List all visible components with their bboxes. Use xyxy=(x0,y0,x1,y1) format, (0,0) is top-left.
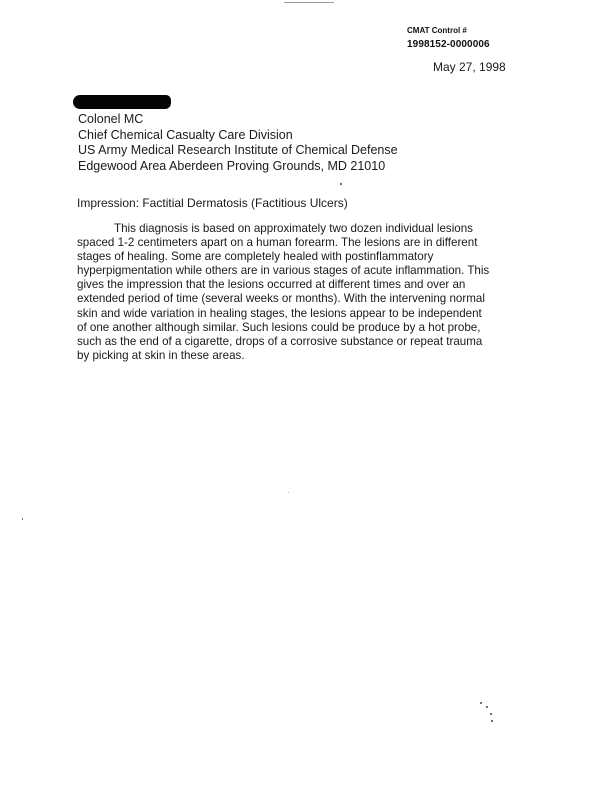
impression-line: Impression: Factitial Dermatosis (Factitious Ulcers) xyxy=(77,196,348,210)
body-line: such as the end of a cigarette, drops of a corrosive substance or repeat trauma xyxy=(77,334,483,348)
body-line: of one another although similar. Such lesions could be produce by a hot probe, xyxy=(77,320,481,334)
scan-speck xyxy=(491,720,493,722)
body-paragraph xyxy=(77,222,527,363)
body-line: This diagnosis is based on approximately two dozen individual lesions xyxy=(114,222,473,235)
body-line: stages of healing. Some are completely healed with postinflammatory xyxy=(77,250,434,264)
control-number: 1998152-0000006 xyxy=(407,39,490,50)
recipient-name: Colonel MC xyxy=(78,112,144,126)
recipient-title: Chief Chemical Casualty Care Division xyxy=(78,127,293,142)
recipient-location: Edgewood Area Aberdeen Proving Grounds, MD 21010 xyxy=(78,158,386,173)
scan-speck xyxy=(490,713,492,715)
scan-speck xyxy=(22,518,23,520)
letter-date: May 27, 1998 xyxy=(433,60,506,74)
control-label: CMAT Control # xyxy=(407,26,467,35)
redaction-bar xyxy=(73,95,171,109)
scan-speck xyxy=(480,702,482,704)
body-line: skin and wide variation in healing stages, the lesions appear to be independent xyxy=(77,306,482,320)
body-line: by picking at skin in these areas. xyxy=(77,348,245,362)
scan-speck xyxy=(486,706,488,708)
body-line: gives the impression that the lesions occurred at different times and over an xyxy=(77,278,466,292)
recipient-address xyxy=(78,112,398,174)
recipient-organization: US Army Medical Research Institute of Chemical Defense xyxy=(78,143,398,157)
scan-speck xyxy=(288,492,289,493)
scan-speck xyxy=(340,183,342,185)
top-scan-rule xyxy=(284,2,334,3)
body-line: hyperpigmentation while others are in various stages of acute inflammation. This xyxy=(77,264,490,278)
body-line: extended period of time (several weeks or months). With the intervening normal xyxy=(77,292,485,306)
control-number-block xyxy=(407,25,490,51)
body-line: spaced 1-2 centimeters apart on a human forearm. The lesions are in different xyxy=(77,236,478,250)
